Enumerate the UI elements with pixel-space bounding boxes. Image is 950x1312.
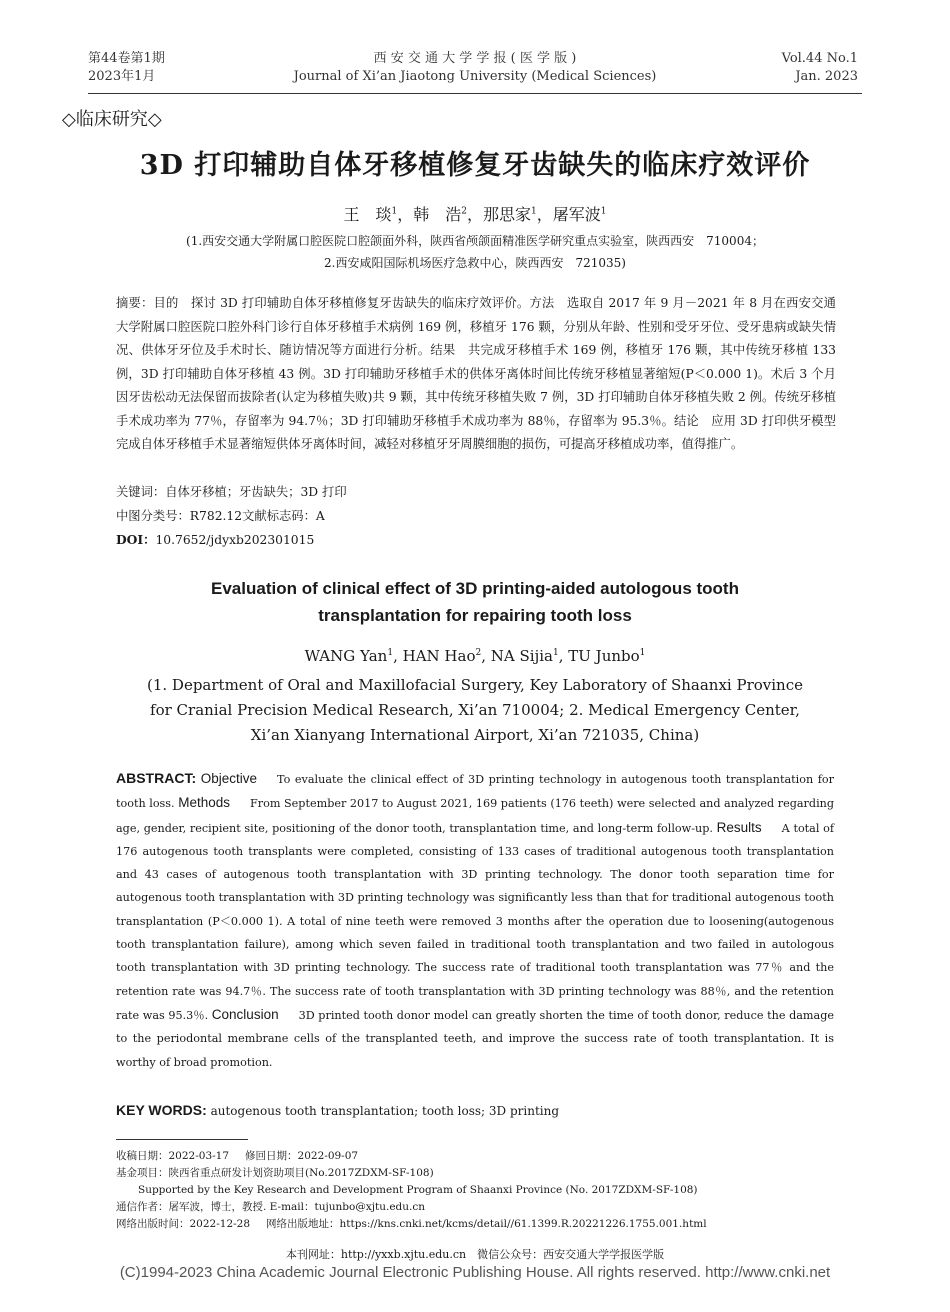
results-label: 结果 [430, 343, 469, 357]
header-date: 2023年1月 [88, 69, 156, 84]
author-sep: , [393, 647, 403, 665]
author-list-en [50, 647, 900, 665]
fund-line [116, 1165, 836, 1182]
corr-text[interactable]: 屠军波，博士，教授. E-mail：tujunbo@xjtu.edu.cn [168, 1201, 425, 1213]
footnotes [116, 1148, 836, 1233]
author-name: 屠军波 [552, 205, 601, 224]
online-time: 2022-12-28 [189, 1218, 251, 1230]
author-sup: 1 [552, 648, 559, 658]
objective-en-text: To evaluate the clinical effect of 3D printing technology in autogenous tooth transplantation for tooth loss. [116, 773, 834, 811]
title-en-line: Evaluation of clinical effect of 3D printing-aided autologous tooth [211, 579, 739, 598]
classification-line [116, 506, 325, 526]
abstract-en-label: ABSTRACT: [116, 770, 197, 786]
author-sup: 1 [387, 648, 394, 658]
affiliation-line: 2.西安咸阳国际机场医疗急救中心，陕西西安 721035) [324, 256, 626, 270]
received-date: 2022-03-17 [168, 1150, 230, 1162]
corr-label: 通信作者： [116, 1201, 169, 1213]
author-sep: ， [466, 205, 483, 224]
revised-label: 修回日期： [245, 1150, 298, 1162]
corresponding-line [116, 1199, 836, 1216]
fund-text: 陕西省重点研发计划资助项目(No.2017ZDXM-SF-108) [168, 1167, 434, 1179]
revised-date: 2022-09-07 [297, 1150, 359, 1162]
doi-label: DOI： [116, 532, 156, 547]
doi-value[interactable]: 10.7652/jdyxb202301015 [155, 533, 315, 547]
methods-label: 方法 [529, 296, 567, 310]
author-sup: 1 [600, 206, 607, 217]
keywords-en-text: autogenous tooth transplantation; tooth loss; 3D printing [210, 1104, 560, 1118]
affiliation-cn [100, 230, 850, 274]
affiliation-en [120, 673, 830, 748]
header-vol-no: Vol.44 No.1 [781, 51, 858, 66]
keywords-en-label: KEY WORDS: [116, 1102, 207, 1118]
methods-text: 选取自 2017 年 9 月－2021 年 8 月在西安交通大学附属口腔医院口腔外科门诊行自体牙移植手术病例 169 例，移植牙 176 颗，分别从年龄、性别和受牙牙位、受牙患病或缺失情况、供体牙牙位及手术时长、随访情况等方面进行分析。 [116, 296, 836, 357]
abstract-label: 摘要： [116, 296, 154, 310]
column-tag: ◇临床研究◇ [62, 109, 162, 130]
keywords-en [116, 1102, 559, 1118]
methods-en-text: From September 2017 to August 2021, 169 patients (176 teeth) were selected and analyzed regarding age, gender, recipient site, positioning of the donor tooth, transplantation time, and long-term follow-up. [116, 797, 835, 835]
author-sup: 1 [391, 206, 398, 217]
author-sep: ， [536, 205, 553, 224]
methods-en-label: Methods [178, 795, 230, 811]
clc-label: 中图分类号： [116, 509, 190, 523]
article-title-en [120, 575, 830, 629]
author-name-en: TU Junbo [568, 647, 640, 665]
affiliation-en-line: for Cranial Precision Medical Research, Xi’an 710004; 2. Medical Emergency Center, [150, 701, 800, 719]
title-en-line: transplantation for repairing tooth loss [318, 606, 632, 625]
author-sep: , [558, 647, 569, 665]
header-journal [290, 50, 660, 86]
doc-code-label: 文献标志码： [242, 509, 316, 523]
author-name-en: HAN Hao [402, 647, 476, 665]
fund-en-line: Supported by the Key Research and Development Program of Shaanxi Province (No. 2017ZDXM-SF-108) [138, 1184, 698, 1196]
author-name: 那思家 [483, 205, 532, 224]
footnote-divider [116, 1139, 248, 1140]
keywords-label: 关键词： [116, 485, 166, 499]
dates-line [116, 1148, 836, 1165]
conclusion-en-label: Conclusion [211, 1006, 279, 1022]
author-list-cn [50, 202, 900, 225]
received-label: 收稿日期： [116, 1150, 169, 1162]
copyright-watermark: (C)1994-2023 China Academic Journal Electronic Publishing House. All rights reserved. http://www.cnki.net [119, 1264, 831, 1281]
online-url-link[interactable]: https://kns.cnki.net/kcms/detail//61.1399.R.20221226.1755.001.html [339, 1218, 707, 1230]
clc-value: R782.12 [189, 509, 243, 523]
header-divider [88, 93, 862, 94]
author-sup: 2 [461, 206, 467, 217]
header-journal-cn: 西 安 交 通 大 学 学 报 ( 医 学 版 ) [373, 51, 577, 66]
objective-label: 目的 [153, 296, 191, 310]
affiliation-en-line: (1. Department of Oral and Maxillofacial Surgery, Key Laboratory of Shaanxi Province [146, 676, 803, 694]
header-month: Jan. 2023 [795, 69, 858, 84]
header-journal-en: Journal of Xi’an Jiaotong University (Medical Sciences) [293, 69, 657, 84]
affiliation-en-line: Xi’an Xianyang International Airport, Xi’an 721035, China) [250, 726, 700, 744]
results-en-text: A total of 176 autogenous tooth transplants were completed, consisting of 133 cases of traditional autogenous tooth transplantation and 43 cases of autogenous tooth transplantation with 3D printing technology. The donor tooth separation time for autogenous tooth transplantation with 3D printing technology was significantly less than that for traditional autogenous tooth transplantation (P＜0.000 1). A total of nine teeth were removed 3 months after the operation due to loosening(autogenous tooth transplantation failure), among which seven failed in traditional tooth transplantation and two failed in autologous tooth transplantation with 3D printing technology. The success rate of traditional tooth transplantation was 77％ and the retention rate was 94.7％. The success rate of tooth transplantation with 3D printing technology was 88％, and the retention rate was 95.3％. [116, 821, 835, 1022]
author-sep: , [481, 647, 491, 665]
online-line [116, 1216, 836, 1233]
online-url-label: 网络出版地址： [266, 1218, 340, 1230]
online-time-label: 网络出版时间： [116, 1218, 190, 1230]
author-sup: 1 [531, 206, 537, 217]
author-sep: ， [397, 205, 414, 224]
affiliation-line: (1.西安交通大学附属口腔医院口腔颌面外科，陕西省颅颌面精准医学研究重点实验室，陕西西安 710004； [186, 234, 764, 248]
fund-label: 基金项目： [116, 1167, 169, 1179]
author-sup: 1 [639, 648, 646, 658]
abstract-cn [116, 292, 836, 457]
author-sup: 2 [475, 648, 482, 658]
keywords-text: 自体牙移植；牙齿缺失；3D 打印 [165, 485, 347, 499]
header-vol-en [782, 50, 858, 86]
objective-en-label: Objective [200, 771, 257, 786]
header-issue [88, 50, 165, 86]
author-name-en: NA Sijia [490, 647, 553, 665]
conclusion-en-text: 3D printed tooth donor model can greatly shorten the time of tooth donor, reduce the damage to the periodontal membrane cells of the transplanted teeth, and improve the success rate of tooth transplantation. It is worthy of broad promotion. [116, 1008, 834, 1069]
doc-code-value: A [315, 509, 325, 523]
author-name: 韩 浩 [413, 205, 462, 224]
author-name-en: WANG Yan [304, 647, 388, 665]
conclusion-text: 应用 3D 打印供牙模型完成自体牙移植手术显著缩短供体牙离体时间，减轻对移植牙牙周膜细胞的损伤，可提高牙移植成功率，值得推广。 [116, 413, 836, 451]
journal-site-line: 本刊网址：http://yxxb.xjtu.edu.cn 微信公众号：西安交通大学学报医学版 [285, 1248, 665, 1261]
objective-text: 探讨 3D 打印辅助自体牙移植修复牙齿缺失的临床疗效评价。 [191, 296, 530, 310]
conclusion-label: 结论 [674, 413, 712, 428]
results-en-label: Results [716, 819, 762, 835]
author-name: 王 琰 [343, 205, 392, 224]
abstract-en [116, 767, 834, 1074]
doi-line [116, 530, 314, 550]
article-title-cn: 3D 打印辅助自体牙移植修复牙齿缺失的临床疗效评价 [139, 150, 811, 181]
header-volume: 第44卷第1期 [88, 51, 165, 66]
results-text: 共完成牙移植手术 169 例，移植牙 176 颗，其中传统牙移植 133 例，3D 打印辅助自体牙移植 43 例。3D 打印辅助牙移植手术的供体牙离体时间比传统牙移植显著缩短(P＜0.000 1)。术后 3 个月因牙齿松动无法保留而拔除者(认定为移植失败)共 9 颗，其中传统牙移植失败 7 例，3D 打印辅助自体牙移植失败 2 例。传统牙移植手术成功率为 77％，存留率为 94.7％；3D 打印辅助牙移植手术成功率为 88％，存留率为 95.3％。 [116, 343, 836, 428]
keywords-cn [116, 482, 347, 502]
